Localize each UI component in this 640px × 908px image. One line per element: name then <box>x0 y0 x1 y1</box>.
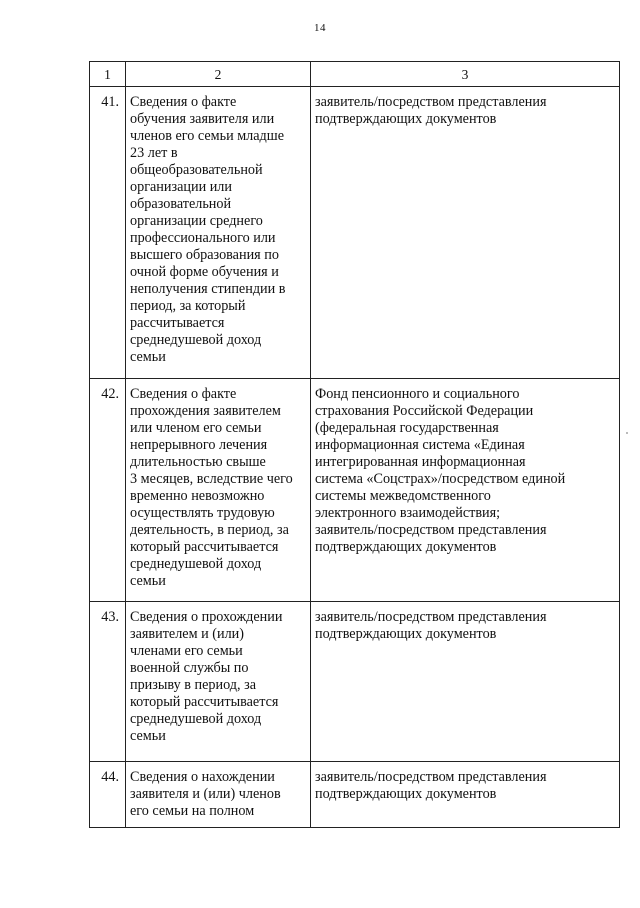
document-table <box>89 61 620 828</box>
row-source: Фонд пенсионного и социального страхования Российской Федерации (федеральная государственная информационная система «Единая интегрированная информационная система «Соцстрах»/посредством единой системы межведомственного электронного взаимодействия; заявитель/посредством представления подтверждающих документов <box>315 386 566 555</box>
row-description-cell <box>126 762 311 828</box>
row-number: 43. <box>90 602 126 762</box>
row-description: Сведения о нахождении заявителя и (или) членов его семьи на полном <box>130 769 281 819</box>
table-row <box>90 87 620 379</box>
row-source: заявитель/посредством представления подтверждающих документов <box>315 94 547 127</box>
row-description: Сведения о прохождении заявителем и (или) членами его семьи военной службы по призыву в период, за который рассчитывается среднедушевой доход семьи <box>130 609 283 744</box>
table-header-row <box>90 62 620 87</box>
scan-speck <box>626 432 628 434</box>
row-number: 41. <box>90 87 126 379</box>
row-source-cell <box>311 602 620 762</box>
row-description-cell <box>126 87 311 379</box>
row-source-cell <box>311 379 620 602</box>
row-description-cell <box>126 379 311 602</box>
table-row <box>90 379 620 602</box>
column-header-3: 3 <box>311 62 620 87</box>
table-row <box>90 602 620 762</box>
row-number: 44. <box>90 762 126 828</box>
row-source: заявитель/посредством представления подтверждающих документов <box>315 769 547 802</box>
row-description: Сведения о факте обучения заявителя или членов его семьи младше 23 лет в общеобразовательной организации или образовательной организации среднего профессионального или высшего образования по очной форме обучения и неполучения стипендии в период, за который рассчитывается среднедушевой доход семьи <box>130 94 286 365</box>
row-number: 42. <box>90 379 126 602</box>
page-number: 14 <box>314 22 326 34</box>
row-source: заявитель/посредством представления подтверждающих документов <box>315 609 547 642</box>
row-source-cell <box>311 87 620 379</box>
row-description-cell <box>126 602 311 762</box>
table-row <box>90 762 620 828</box>
column-header-2: 2 <box>126 62 311 87</box>
row-source-cell <box>311 762 620 828</box>
column-header-1: 1 <box>90 62 126 87</box>
row-description: Сведения о факте прохождения заявителем или членом его семьи непрерывного лечения длительностью свыше 3 месяцев, вследствие чего временно невозможно осуществлять трудовую деятельность, в период, за который рассчитывается среднедушевой доход семьи <box>130 386 293 589</box>
